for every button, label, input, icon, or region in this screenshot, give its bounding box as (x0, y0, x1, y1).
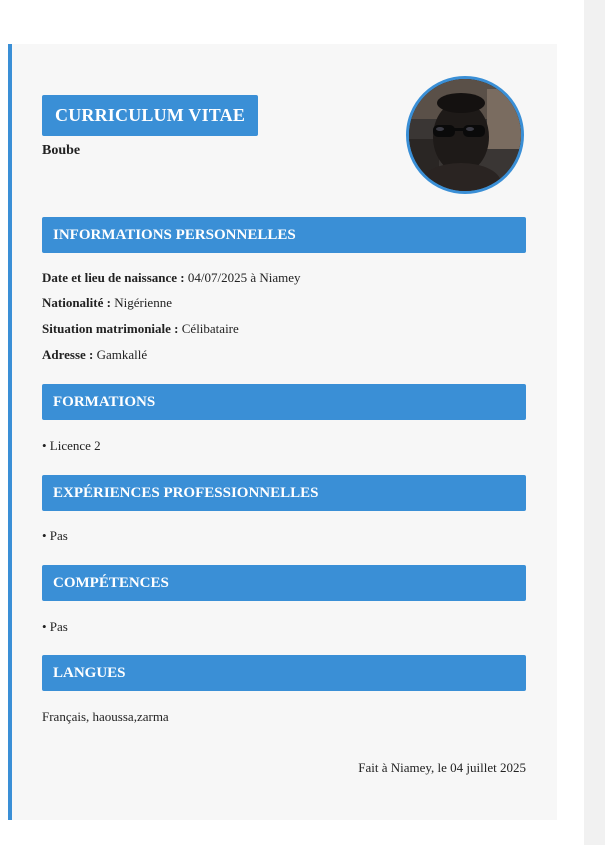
cv-title-banner (42, 95, 258, 136)
section-personal-title: INFORMATIONS PERSONNELLES (53, 226, 296, 243)
section-personal-header (42, 217, 526, 253)
profile-photo-image (409, 79, 521, 191)
languages-text: Français, haoussa,zarma (42, 709, 169, 724)
section-experience-title: EXPÉRIENCES PROFESSIONNELLES (53, 484, 319, 501)
section-skills-title: COMPÉTENCES (53, 574, 169, 591)
section-education-header (42, 384, 526, 420)
marital-value: Célibataire (181, 321, 239, 336)
cv-title: CURRICULUM VITAE (55, 105, 246, 125)
section-languages-title: LANGUES (53, 664, 126, 681)
section-experience-header (42, 475, 526, 511)
cv-document (8, 44, 557, 820)
marital-label: Situation matrimoniale : (42, 321, 179, 336)
marital-line (42, 321, 239, 337)
list-item: • Licence 2 (42, 438, 101, 453)
section-education-title: FORMATIONS (53, 393, 156, 410)
section-skills-header (42, 565, 526, 601)
profile-photo (406, 76, 524, 194)
list-item: • Pas (42, 528, 68, 543)
address-value: Gamkallé (96, 347, 148, 362)
address-label: Adresse : (42, 347, 94, 362)
birth-label: Date et lieu de naissance : (42, 270, 185, 285)
nationality-line (42, 295, 172, 311)
section-languages-header (42, 655, 526, 691)
birth-value: 04/07/2025 à Niamey (187, 270, 301, 285)
vertical-scrollbar[interactable] (584, 0, 605, 845)
signature-place-date: Fait à Niamey, le 04 juillet 2025 (358, 760, 526, 775)
list-item: • Pas (42, 619, 68, 634)
address-line (42, 347, 147, 363)
nationality-label: Nationalité : (42, 295, 111, 310)
nationality-value: Nigérienne (114, 295, 172, 310)
person-name: Boube (42, 143, 81, 158)
birth-line (42, 270, 301, 286)
